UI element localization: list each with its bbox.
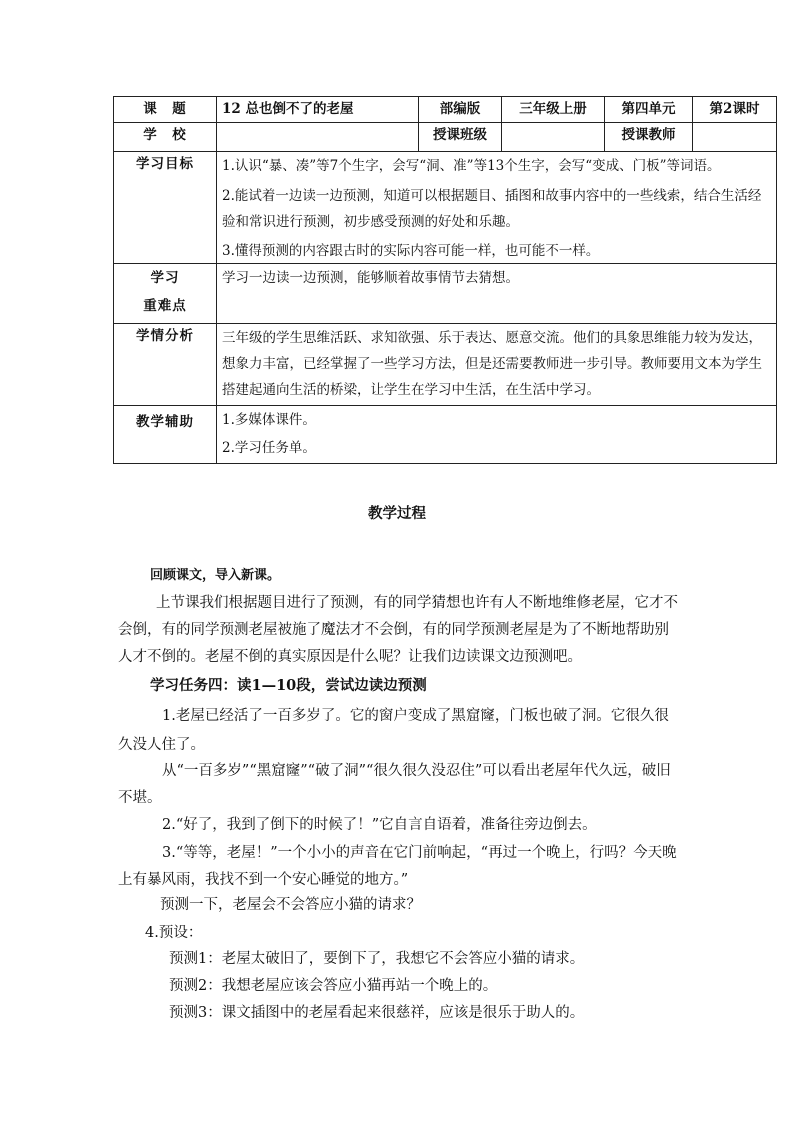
passage-paragraph-1: 1.老屋已经活了一百多岁了。它的窗户变成了黑窟窿，门板也破了洞。它很久很久没人住了。	[118, 708, 669, 753]
key-points-row	[114, 264, 777, 324]
objectives-content	[217, 152, 777, 264]
period-cell: 第2课时	[693, 97, 777, 123]
aids-label: 教学辅助	[114, 406, 217, 464]
key-points-label-line: 学习	[150, 270, 180, 286]
objectives-label: 学习目标	[114, 152, 217, 264]
intro-paragraph: 上节课我们根据题目进行了预测，有的同学猜想也许有人不断地维修老屋，它才不会倒，有的同学预测老屋被施了魔法才不会倒，有的同学预测老屋是为了不断地帮助别人才不倒的。老屋不倒的真实原因是什么呢？让我们边读课文边预测吧。	[118, 595, 678, 665]
prediction-item: 预测2：我想老屋应该会答应小猫再站一个晚上的。	[169, 978, 498, 994]
review-heading: 回顾课文，导入新课。	[150, 568, 281, 583]
lesson-plan-table	[113, 96, 777, 464]
aids-row	[114, 406, 777, 464]
objective-item: 3.懂得预测的内容跟古时的实际内容可能一样，也可能不一样。	[222, 243, 600, 259]
class-value	[502, 123, 605, 152]
process-title: 教学过程	[368, 505, 426, 522]
prediction-question: 预测一下，老屋会不会答应小猫的请求？	[160, 897, 421, 913]
key-points-label	[114, 264, 217, 324]
topic-label: 课 题	[114, 97, 217, 123]
teacher-label: 授课教师	[605, 123, 693, 152]
passage-note: 从“一百多岁”“黑窟窿”“破了洞”“很久很久没忍住”可以看出老屋年代久远，破旧不堪。	[118, 763, 671, 806]
analysis-row	[114, 324, 777, 406]
task-heading: 学习任务四：读1—10段，尝试边读边预测	[150, 677, 427, 694]
edition-cell: 部编版	[419, 97, 502, 123]
unit-cell: 第四单元	[605, 97, 693, 123]
passage-paragraph-3: 3.“等等，老屋！”一个小小的声音在它门前响起，“再过一个晚上，行吗？今天晚上有暴风雨，我找不到一个安心睡觉的地方。”	[118, 845, 677, 888]
aid-item: 2.学习任务单。	[222, 440, 316, 456]
objective-item: 2.能试着一边读一边预测，知道可以根据题目、插图和故事内容中的一些线索，结合生活经验和常识进行预测，初步感受预测的好处和乐趣。	[222, 188, 762, 230]
analysis-label: 学情分析	[114, 324, 217, 406]
prediction-item: 预测3：课文插图中的老屋看起来很慈祥，应该是很乐于助人的。	[169, 1005, 585, 1021]
aids-content	[217, 406, 777, 464]
analysis-text: 三年级的学生思维活跃、求知欲强、乐于表达、愿意交流。他们的具象思维能力较为发达，想象力丰富，已经掌握了一些学习方法，但是还需要教师进一步引导。教师要用文本为学生搭建起通向生活的桥梁，让学生在学习中生活，在生活中学习。	[217, 324, 777, 406]
teacher-value	[693, 123, 777, 152]
key-points-label-line: 重难点	[143, 298, 187, 314]
grade-cell: 三年级上册	[502, 97, 605, 123]
school-value	[217, 123, 419, 152]
objective-item: 1.认识“暴、凑”等7个生字，会写“洞、准”等13个生字，会写“变成、门板”等词语。	[222, 158, 721, 174]
key-points-text: 学习一边读一边预测，能够顺着故事情节去猜想。	[217, 264, 777, 324]
prediction-item: 预测1：老屋太破旧了，要倒下了，我想它不会答应小猫的请求。	[169, 951, 585, 967]
passage-paragraph-2: 2.“好了，我到了倒下的时候了！”它自言自语着，准备往旁边倒去。	[162, 817, 597, 833]
school-label: 学 校	[114, 123, 217, 152]
header-row	[114, 97, 777, 123]
lesson-title: 12 总也倒不了的老屋	[217, 97, 419, 123]
aid-item: 1.多媒体课件。	[222, 412, 316, 428]
school-row	[114, 123, 777, 152]
class-label: 授课班级	[419, 123, 502, 152]
preset-heading: 4.预设：	[145, 925, 203, 941]
objectives-row	[114, 152, 777, 264]
